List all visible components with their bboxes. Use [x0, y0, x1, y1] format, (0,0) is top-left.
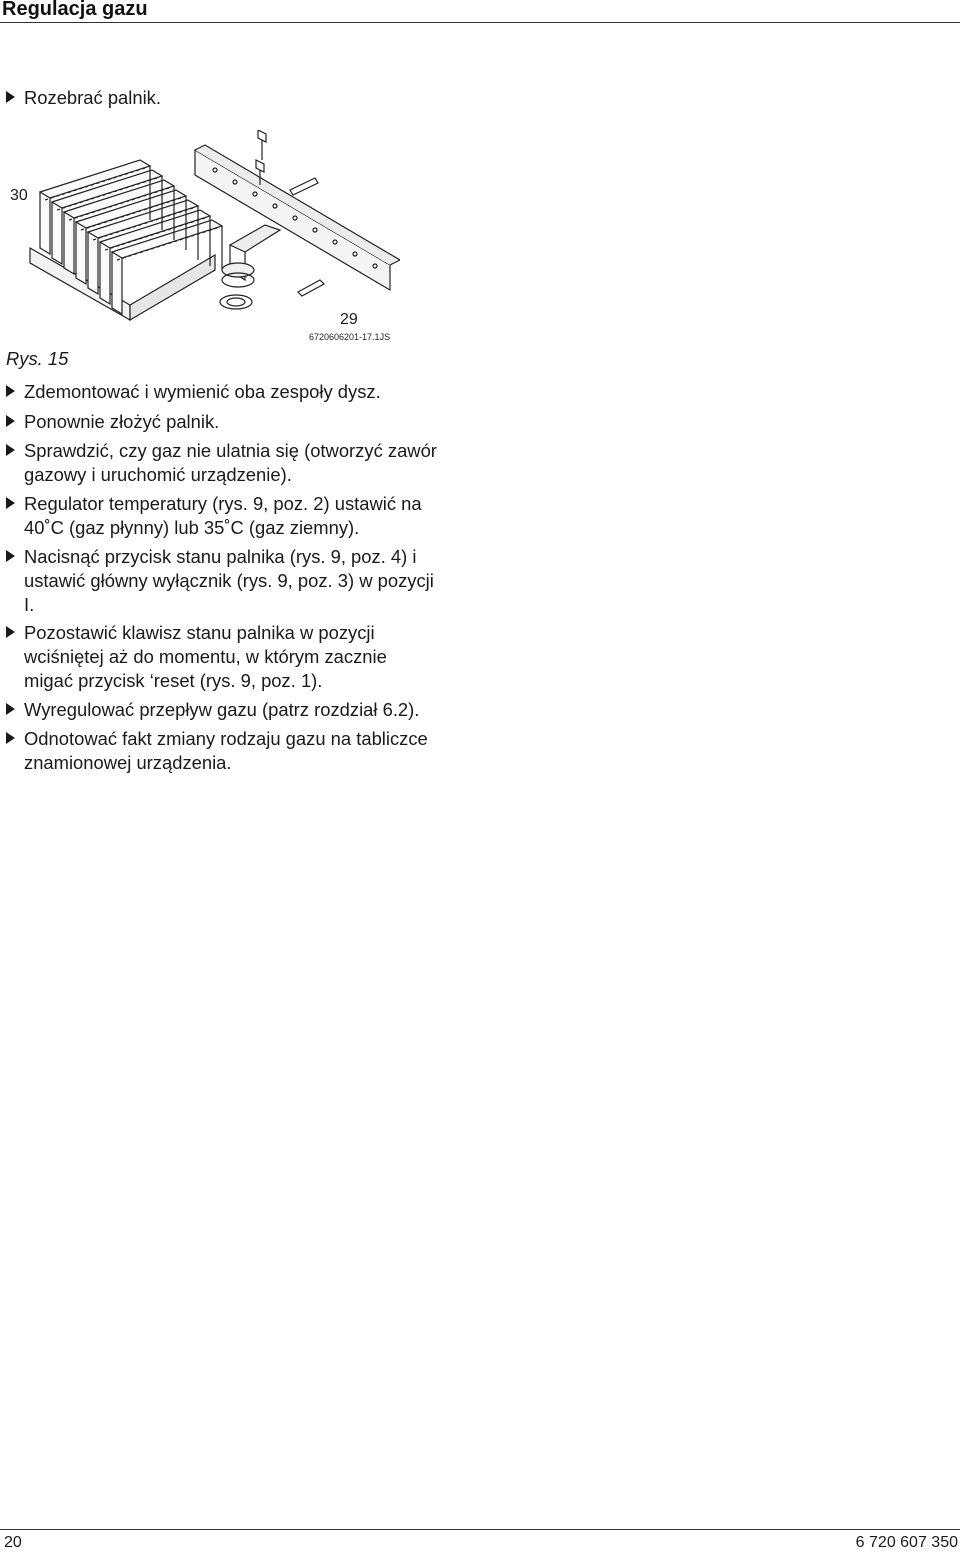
step-item — [6, 380, 466, 404]
bullet-arrow-icon — [6, 550, 15, 562]
footer-divider — [0, 1529, 960, 1530]
step-text: wciśniętej aż do momentu, w którym zacznie — [24, 646, 387, 667]
nozzle-manifold — [195, 130, 400, 309]
figure-code: 6720606201-17.1JS — [309, 332, 391, 342]
bullet-arrow-icon — [6, 626, 15, 638]
bullet-arrow-icon — [6, 385, 15, 397]
step-text: Zdemontować i wymienić oba zespoły dysz. — [24, 381, 381, 402]
header-divider — [0, 22, 960, 23]
step-text: I. — [24, 594, 35, 615]
bullet-arrow-icon — [6, 732, 15, 744]
bullet-arrow-icon — [6, 444, 15, 456]
step-text: Rozebrać palnik. — [24, 87, 161, 108]
step-text: Sprawdzić, czy gaz nie ulatnia się (otworzyć zawór — [24, 440, 437, 461]
step-text: Ponownie złożyć palnik. — [24, 411, 220, 432]
step-text: ustawić główny wyłącznik (rys. 9, poz. 3) w pozycji — [24, 570, 434, 591]
bullet-arrow-icon — [6, 91, 15, 103]
document-code: 6 720 607 350 — [855, 1534, 958, 1551]
bullet-arrow-icon — [6, 703, 15, 715]
step-text: znamionowej urządzenia. — [24, 752, 232, 773]
page-header-title: Regulacja gazu — [2, 0, 148, 20]
bullet-arrow-icon — [6, 415, 15, 427]
step-text: 40˚C (gaz płynny) lub 35˚C (gaz ziemny). — [24, 517, 360, 538]
step-item — [6, 698, 466, 722]
step-text: Pozostawić klawisz stanu palnika w pozycji — [24, 622, 375, 643]
step-text: Odnotować fakt zmiany rodzaju gazu na tabliczce — [24, 728, 428, 749]
step-item — [6, 410, 466, 434]
page-number: 20 — [4, 1534, 22, 1551]
step-item — [6, 545, 466, 617]
step-item — [6, 621, 466, 693]
step-text: migać przycisk ‘reset (rys. 9, poz. 1). — [24, 670, 323, 691]
burner-block — [30, 160, 222, 320]
step-text: Nacisnąć przycisk stanu palnika (rys. 9, poz. 4) i — [24, 546, 417, 567]
step-item — [6, 86, 466, 110]
step-text: gazowy i uruchomić urządzenie). — [24, 464, 292, 485]
step-text: Wyregulować przepływ gazu (patrz rozdział 6.2). — [24, 699, 420, 720]
step-text: Regulator temperatury (rys. 9, poz. 2) ustawić na — [24, 493, 422, 514]
callout-label: 29 — [340, 311, 358, 328]
step-item — [6, 439, 466, 487]
figure-caption: Rys. 15 — [6, 348, 69, 369]
step-item — [6, 492, 466, 540]
step-item — [6, 727, 466, 775]
bullet-arrow-icon — [6, 497, 15, 509]
callout-label: 30 — [10, 187, 28, 204]
